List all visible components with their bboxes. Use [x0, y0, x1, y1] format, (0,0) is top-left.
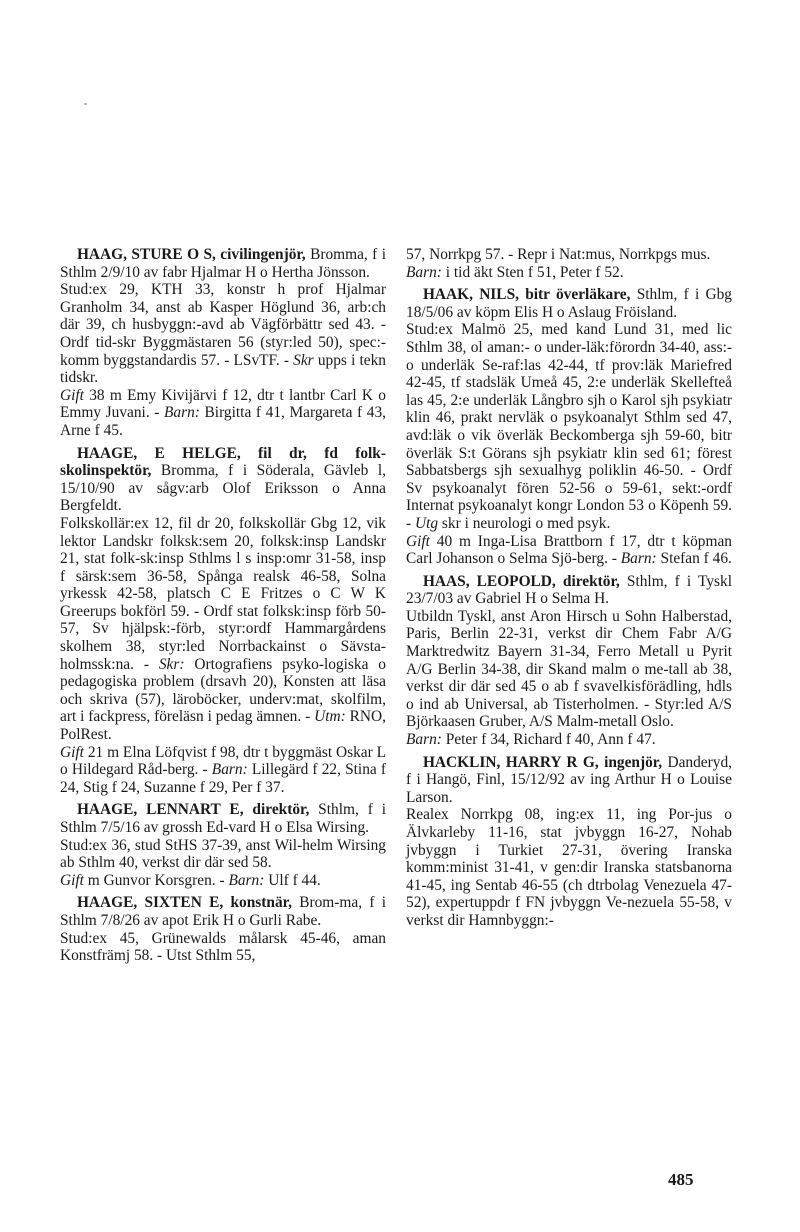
entry-text: Utbildn Tyskl, anst Aron Hirsch u Sohn Halberstad, Paris, Berlin 22-31, verkst dir Chem Fabr A/G Marktredwitz Bayern 31-34, Ferro Metall u Pyrit A/G Berlin 34-38, dir Skand malm o me-tall ab 38, verkst dir där sed 45 o ab f svavelkisförädling, hdls o ind ab Universal, ab Tisterholmen. - Styr:led A/S Björkaasen Gruber, A/S Malm-metall Oslo.	[406, 607, 732, 731]
right-column	[406, 246, 732, 935]
italic-label: Barn:	[228, 871, 265, 889]
entry-paragraph	[60, 515, 386, 744]
italic-label: Barn:	[211, 761, 248, 779]
entry-text: Brom-ma, f i Sthlm 7/8/26 av apot Erik H o Gurli Rabe.	[60, 894, 387, 929]
italic-label: Barn:	[620, 550, 657, 568]
entry-text: RNO, PolRest.	[60, 708, 386, 744]
italic-label: Barn:	[406, 263, 442, 281]
italic-label: Gift	[406, 532, 430, 550]
italic-label: Gift	[60, 871, 84, 889]
italic-label: Skr:	[158, 655, 185, 673]
entry-paragraph	[60, 894, 386, 929]
italic-label: Barn:	[164, 404, 200, 422]
entry-paragraph	[60, 387, 386, 440]
entry-text: 38 m Emy Kivijärvi f 12, dtr t lantbr Carl K o Emmy Juvani. -	[60, 386, 386, 422]
scan-speck	[84, 103, 87, 105]
entry-paragraph	[406, 286, 732, 321]
entry-paragraph	[406, 608, 732, 731]
entry-paragraph	[406, 321, 732, 532]
italic-label: Barn:	[406, 731, 442, 749]
entry-text: Stud:ex 29, KTH 33, konstr h prof Hjalmar Granholm 34, anst ab Kasper Höglund 36, arb:ch där 39, ch husbyggn:-avd ab Vägförbättr sed 43. - Ordf tid-skr Byggmästaren 56 (styr:led 50), spec:-komm byggstandardis 57. - LSvTF. -	[60, 281, 386, 369]
entry-text: Danderyd, f i Hangö, Finl, 15/12/92 av ing Arthur H o Louise Larson.	[406, 753, 732, 806]
entry-text: Lillegärd f 22, Stina f 24, Stig f 24, Suzanne f 29, Per f 37.	[60, 761, 386, 796]
italic-label: Gift	[60, 743, 84, 761]
entry-paragraph	[406, 264, 732, 282]
biography-entry	[60, 246, 386, 440]
entry-paragraph	[406, 806, 732, 929]
entry-paragraph	[60, 872, 386, 890]
italic-label: Gift	[60, 386, 84, 404]
entry-text: Stud:ex 36, stud StHS 37-39, anst Wil-helm Wirsing ab Sthlm 40, verkst dir där sed 58.	[60, 836, 386, 872]
entry-text: Bromma, f i Sthlm 2/9/10 av fabr Hjalmar H o Hertha Jönsson.	[60, 246, 386, 281]
biography-entry	[406, 246, 732, 281]
entry-text: Ortografiens psyko-logiska o pedagogiska problem (drsavh 20), Konsten att läsa och skriva (57), läroböcker, underv:mat, skolfilm, art i fackpress, föreläsn i pedag ämnen. -	[60, 655, 386, 726]
entry-heading: HAAG, STURE O S, civilingenjör,	[76, 246, 306, 263]
biography-entry	[60, 801, 386, 889]
entry-text: Stud:ex 45, Grünewalds målarsk 45-46, aman Konstfrämj 58. - Utst Sthlm 55,	[60, 929, 386, 965]
biography-entry	[406, 573, 732, 749]
entry-heading: HAAGE, E HELGE, fil dr, fd folk-skolinspektör,	[60, 444, 386, 480]
entry-heading: HAAGE, LENNART E, direktör,	[76, 801, 310, 819]
entry-paragraph	[406, 573, 732, 608]
entry-heading: HACKLIN, HARRY R G, ingenjör,	[422, 753, 663, 771]
entry-text: Peter f 34, Richard f 40, Ann f 47.	[441, 731, 656, 749]
italic-label: Utg	[414, 514, 439, 532]
italic-label: Utm:	[314, 708, 346, 726]
entry-text: m Gunvor Korsgren. -	[83, 871, 229, 889]
entry-paragraph	[60, 801, 386, 836]
entry-text: Stefan f 46.	[656, 550, 732, 568]
entry-text: 21 m Elna Löfqvist f 98, dtr t byggmäst Oskar L o Hildegard Råd-berg. -	[60, 743, 386, 779]
entry-text: Sthlm, f i Gbg 18/5/06 av köpm Elis H o Aslaug Fröisland.	[406, 286, 732, 321]
entry-paragraph	[60, 837, 386, 872]
entry-heading: HAAK, NILS, bitr överläkare,	[422, 286, 631, 304]
entry-text: skr i neurologi o med psyk.	[438, 514, 611, 532]
entry-text: 57, Norrkpg 57. - Repr i Nat:mus, Norrkpgs mus.	[406, 246, 711, 263]
entry-text: i tid äkt Sten f 51, Peter f 52.	[441, 263, 624, 281]
entry-text: Realex Norrkpg 08, ing:ex 11, ing Por-jus o Älvkarleby 11-16, stat jvbyggn 16-27, Nohab jvbyggn i Turkiet 27-31, övering Iranska komm:minist 31-41, v gen:dir Iranska statsbanorna 41-45, ing Sentab 46-55 (ch dtrbolag Venezuela 47-52), expertuppdr f FN jvbyggn Ve-nezuela 55-58, v verkst dir Hamnbyggn:-	[406, 806, 732, 929]
entry-text: Folkskollär:ex 12, fil dr 20, folkskollär Gbg 12, vik lektor Landskr folksk:sem 20, folksk:insp Landskr 21, stat folk-sk:insp Sthlms l s insp:omr 31-58, insp f särsk:sem 36-58, Spånga realsk 46-58, Solna yrkessk 42-58, platsch C E Fritzes o C W K Greerups bokförl 59. - Ordf stat folksk:insp förb 50-57, Sv hjälpsk:-förb, styr:ordf Hammargårdens skolhem 38, styr:led Norrbackainst o Sävsta-holmssk:na. -	[60, 514, 386, 673]
entry-text: Sthlm, f i Sthlm 7/5/16 av grossh Ed-vard H o Elsa Wirsing.	[60, 801, 386, 836]
entry-text: Ulf f 44.	[264, 871, 321, 889]
entry-paragraph	[60, 930, 386, 965]
entry-text: Bromma, f i Söderala, Gävleb l, 15/10/90 av sågv:arb Olof Eriksson o Anna Bergfeldt.	[60, 462, 386, 515]
entry-paragraph	[406, 754, 732, 807]
entry-paragraph	[60, 246, 386, 281]
entry-paragraph	[60, 744, 386, 797]
left-column	[60, 246, 386, 970]
entry-paragraph	[406, 533, 732, 568]
entry-text: Sthlm, f i Tyskl 23/7/03 av Gabriel H o Selma H.	[406, 572, 732, 608]
biography-entry	[60, 894, 386, 964]
entry-heading: HAAS, LEOPOLD, direktör,	[422, 572, 620, 590]
entry-text: Birgitta f 41, Margareta f 43, Arne f 45.	[60, 404, 386, 439]
entry-text: Stud:ex Malmö 25, med kand Lund 31, med lic Sthlm 38, ol aman:- o under-läk:förordn 34-40, ass:- o underläk Se-raf:las 42-44, tf prov:läk Mariefred 42-45, tf stadsläk Umeå 45, 2:e underläk Skellefteå las 45, 2:e underläk Långbro sjh o Karol sjh psykiatr klin 46, prakt nervläk o psykoanalyt Sthlm sed 47, avd:läk o vik överläk Beckomberga sjh 59-60, bitr överläk S:t Görans sjh psykiatr klin sed 61; förest Sabbatsbergs sjh sexualhyg poliklin 46-50. - Ordf Sv psykoanalyt fören 52-56 o 59-61, sekt:-ordf Internat psykoanalyt kongr London 53 o Köpenh 59. -	[406, 321, 732, 532]
entry-text: upps i tekn tidskr.	[60, 351, 386, 387]
biography-entry	[406, 754, 732, 930]
entry-paragraph	[406, 246, 732, 264]
page-number: 485	[668, 1170, 694, 1189]
biography-entry	[60, 445, 386, 797]
entry-paragraph	[60, 445, 386, 515]
entry-text: 40 m Inga-Lisa Brattborn f 17, dtr t köpman Carl Johanson o Selma Sjö-berg. -	[406, 532, 732, 568]
entry-paragraph	[60, 281, 386, 387]
italic-label: Skr	[293, 351, 314, 369]
entry-heading: HAAGE, SIXTEN E, konstnär,	[76, 894, 292, 912]
entry-paragraph	[406, 731, 732, 749]
biography-entry	[406, 286, 732, 568]
